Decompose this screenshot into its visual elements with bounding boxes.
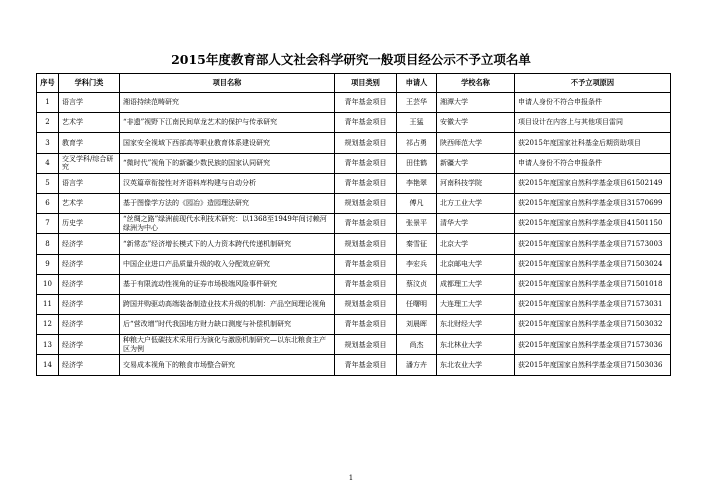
cell-no: 3 [37,133,59,153]
cell-reason: 获2015年度国家自然科学基金项目61502149 [515,173,671,193]
cell-reason: 获2015年度国家自然科学基金项目71503032 [515,315,671,335]
cell-no: 1 [37,93,59,113]
table-row [37,355,671,375]
cell-no: 4 [37,153,59,173]
cell-reason: 获2015年度国家社科基金后期资助项目 [515,133,671,153]
cell-project-name: 国家安全视域下西部高等职业教育体系建设研究 [120,133,335,153]
cell-school: 东北林业大学 [437,335,515,355]
cell-applicant: 尚杰 [397,335,437,355]
cell-school: 北京大学 [437,234,515,254]
cell-school: 大连理工大学 [437,294,515,314]
cell-reason: 获2015年度国家自然科学基金项目71501018 [515,274,671,294]
cell-discipline: 教育学 [59,133,120,153]
rejection-list-table [36,73,671,376]
cell-applicant: 王猛 [397,113,437,133]
cell-school: 成都理工大学 [437,274,515,294]
table-row [37,335,671,355]
table-row [37,113,671,133]
cell-applicant: 傅凡 [397,193,437,213]
table-row [37,214,671,234]
cell-reason: 获2015年度国家自然科学基金项目71573036 [515,335,671,355]
header-school: 学校名称 [437,74,515,93]
cell-school: 湘潭大学 [437,93,515,113]
cell-reason: 获2015年度国家自然科学基金项目71503024 [515,254,671,274]
table-row [37,153,671,173]
cell-reason: 项目设计在内容上与其他项目雷同 [515,113,671,133]
cell-project-name: “丝绸之路”绿洲前现代水利技术研究：以1368至1949年间讨赖河绿洲为中心 [120,214,335,234]
cell-discipline: 艺术学 [59,193,120,213]
cell-project-type: 青年基金项目 [335,93,397,113]
table-row [37,133,671,153]
table-row [37,173,671,193]
document-title: 2015年度教育部人文社会科学研究一般项目经公示不予立项名单 [171,52,531,67]
cell-school: 北方工业大学 [437,193,515,213]
header-no: 序号 [37,74,59,93]
cell-project-type: 青年基金项目 [335,153,397,173]
cell-project-name: 跨国并购驱动高端装备制造业技术升级的机制：产品空间理论视角 [120,294,335,314]
cell-no: 8 [37,234,59,254]
table-body [37,93,671,376]
cell-project-name: 湘语持续范畴研究 [120,93,335,113]
cell-project-name: “非遗”视野下江南民间草龙艺术的保护与传承研究 [120,113,335,133]
cell-discipline: 经济学 [59,254,120,274]
cell-applicant: 李艳翠 [397,173,437,193]
cell-school: 陕西师范大学 [437,133,515,153]
cell-project-name: 基于有限流动性视角的证券市场极端风险事件研究 [120,274,335,294]
cell-discipline: 历史学 [59,214,120,234]
cell-school: 新疆大学 [437,153,515,173]
cell-discipline: 经济学 [59,294,120,314]
table-header-row [37,74,671,93]
cell-reason: 获2015年度国家自然科学基金项目31570699 [515,193,671,213]
cell-discipline: 经济学 [59,274,120,294]
cell-no: 10 [37,274,59,294]
cell-project-type: 青年基金项目 [335,274,397,294]
cell-reason: 申请人身份不符合申报条件 [515,153,671,173]
cell-reason: 申请人身份不符合申报条件 [515,93,671,113]
cell-school: 河南科技学院 [437,173,515,193]
table-row [37,274,671,294]
header-project-name: 项目名称 [120,74,335,93]
cell-school: 清华大学 [437,214,515,234]
table-row [37,93,671,113]
cell-project-type: 规划基金项目 [335,133,397,153]
cell-project-type: 青年基金项目 [335,355,397,375]
cell-project-name: 后“营改增”时代我国地方财力缺口测度与补偿机制研究 [120,315,335,335]
cell-applicant: 王芸华 [397,93,437,113]
cell-applicant: 任曙明 [397,294,437,314]
cell-project-name: 汉英篇章衔接性对齐语料库构建与自动分析 [120,173,335,193]
cell-project-name: “新常态”经济增长模式下的人力资本跨代传递机制研究 [120,234,335,254]
cell-applicant: 潘方卉 [397,355,437,375]
cell-project-type: 青年基金项目 [335,254,397,274]
header-discipline: 学科门类 [59,74,120,93]
cell-applicant: 秦雪征 [397,234,437,254]
cell-no: 13 [37,335,59,355]
table-row [37,315,671,335]
cell-applicant: 李宏兵 [397,254,437,274]
cell-school: 东北农业大学 [437,355,515,375]
cell-applicant: 刘晨晖 [397,315,437,335]
cell-no: 9 [37,254,59,274]
cell-applicant: 张景平 [397,214,437,234]
page-number: 1 [348,474,354,482]
cell-project-name: 基于图像学方法的《园冶》造园理法研究 [120,193,335,213]
cell-reason: 获2015年度国家自然科学基金项目71503036 [515,355,671,375]
cell-reason: 获2015年度国家自然科学基金项目71573031 [515,294,671,314]
cell-no: 12 [37,315,59,335]
cell-no: 2 [37,113,59,133]
cell-project-type: 规划基金项目 [335,335,397,355]
cell-no: 7 [37,214,59,234]
cell-discipline: 语言学 [59,173,120,193]
cell-project-type: 规划基金项目 [335,193,397,213]
cell-school: 安徽大学 [437,113,515,133]
cell-project-name: “微时代”视角下的新疆少数民族的国家认同研究 [120,153,335,173]
cell-project-type: 青年基金项目 [335,315,397,335]
cell-discipline: 语言学 [59,93,120,113]
header-reason: 不予立项原因 [515,74,671,93]
cell-no: 11 [37,294,59,314]
cell-discipline: 经济学 [59,234,120,254]
cell-project-name: 种粮大户低碳技术采用行为演化与激励机制研究—以东北粮食主产区为例 [120,335,335,355]
cell-applicant: 祁占勇 [397,133,437,153]
cell-reason: 获2015年度国家自然科学基金项目71573003 [515,234,671,254]
header-applicant: 申请人 [397,74,437,93]
cell-no: 5 [37,173,59,193]
cell-reason: 获2015年度国家自然科学基金项目41501150 [515,214,671,234]
cell-project-type: 规划基金项目 [335,234,397,254]
table-row [37,193,671,213]
cell-discipline: 经济学 [59,335,120,355]
cell-no: 14 [37,355,59,375]
cell-school: 东北财经大学 [437,315,515,335]
cell-project-type: 青年基金项目 [335,214,397,234]
cell-discipline: 交叉学科/综合研究 [59,153,120,173]
cell-project-type: 青年基金项目 [335,113,397,133]
cell-project-name: 交易成本视角下的粮食市场整合研究 [120,355,335,375]
cell-no: 6 [37,193,59,213]
cell-applicant: 田佳鹤 [397,153,437,173]
table-row [37,234,671,254]
table-row [37,254,671,274]
cell-project-type: 规划基金项目 [335,294,397,314]
cell-discipline: 经济学 [59,355,120,375]
table-row [37,294,671,314]
cell-school: 北京邮电大学 [437,254,515,274]
cell-discipline: 经济学 [59,315,120,335]
cell-discipline: 艺术学 [59,113,120,133]
cell-project-name: 中国企业进口产品质量升级的收入分配效应研究 [120,254,335,274]
header-project-type: 项目类别 [335,74,397,93]
cell-project-type: 青年基金项目 [335,173,397,193]
cell-applicant: 蔡汶贞 [397,274,437,294]
